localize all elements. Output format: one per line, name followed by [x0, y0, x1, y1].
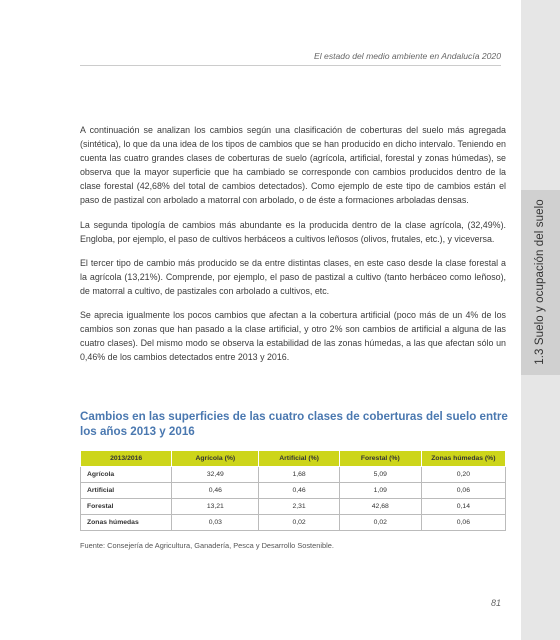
table-cell: 0,20 — [421, 467, 505, 483]
table-title: Cambios en las superficies de las cuatro clases de coberturas del suelo entre los años 2013 y 2016 — [80, 410, 508, 438]
table-cell: 1,09 — [339, 483, 421, 499]
table-cell: 0,03 — [172, 515, 259, 531]
table-row — [81, 499, 506, 515]
section-tab-label: 1.3 Suelo y ocupación del suelo — [534, 199, 546, 365]
table-row — [81, 515, 506, 531]
row-header: Artificial — [81, 483, 172, 499]
table-header-row — [81, 451, 506, 467]
page-number: 81 — [490, 598, 501, 608]
table-cell: 0,02 — [339, 515, 421, 531]
running-header: El estado del medio ambiente en Andalucía 2020 — [314, 51, 501, 61]
column-header: Agrícola (%) — [172, 451, 259, 467]
paragraph: Se aprecia igualmente los pocos cambios que afectan a la cobertura artificial (poco más de un 4% de los cambios son zonas que han pasado a la clase artificial, y otro 2% son cambios de artificial a alguna de las cuatro clases). Del mismo modo se observa la estabilidad de las zonas húmedas, a las que afectan sólo un 0,46% de los cambios detectados entre 2013 y 2016. — [80, 310, 506, 363]
row-header: Forestal — [81, 499, 172, 515]
paragraph: El tercer tipo de cambio más producido se da entre distintas clases, en este caso desde la clase forestal a la agrícola (13,21%). Comprende, por ejemplo, el paso de pastizal a cultivo (tanto herbáceo como leñoso), de matorral a cultivo, de pastizales con arbolado a cultivos, etc. — [80, 257, 506, 296]
table-cell: 32,49 — [172, 467, 259, 483]
body-text — [80, 123, 506, 374]
table-cell: 2,31 — [259, 499, 339, 515]
table-cell: 0,06 — [421, 483, 505, 499]
row-header: Zonas húmedas — [81, 515, 172, 531]
column-header: Artificial (%) — [259, 451, 339, 467]
table-cell: 0,02 — [259, 515, 339, 531]
table-cell: 0,14 — [421, 499, 505, 515]
table-cell: 5,09 — [339, 467, 421, 483]
paragraph: La segunda tipología de cambios más abundante es la producida dentro de la clase agrícola, (32,49%). Engloba, por ejemplo, el paso de cultivos herbáceos a cultivos leñosos (olivos, frutales, etc.), y viceversa. — [80, 219, 506, 244]
source-note: Fuente: Consejería de Agricultura, Ganadería, Pesca y Desarrollo Sostenible. — [80, 541, 334, 550]
column-header: Forestal (%) — [339, 451, 421, 467]
table-row — [81, 483, 506, 499]
column-header: Zonas húmedas (%) — [421, 451, 505, 467]
changes-table — [80, 450, 506, 531]
table-cell: 13,21 — [172, 499, 259, 515]
table-cell: 1,68 — [259, 467, 339, 483]
table-row — [81, 467, 506, 483]
table-cell: 0,46 — [259, 483, 339, 499]
column-header: 2013/2016 — [81, 451, 172, 467]
table-cell: 42,68 — [339, 499, 421, 515]
row-header: Agrícola — [81, 467, 172, 483]
header-rule — [80, 65, 501, 66]
table-cell: 0,06 — [421, 515, 505, 531]
table-cell: 0,46 — [172, 483, 259, 499]
paragraph: A continuación se analizan los cambios según una clasificación de coberturas del suelo más agregada (sintética), lo que da una idea de los tipos de cambios que se han producido en dicho intervalo. Teniendo en cuenta las cuatro grandes clases de coberturas de suelo (agrícola, artificial, forestal y zonas húmedas), se observa que la mayor superficie que ha cambiado se corresponde con cambios producidos dentro de la clase forestal (42,68% del total de cambios detectados). Como ejemplo de este tipo de cambios están el paso de pastizal con arbolado a matorral con arbolado, o de éste a formaciones arboladas densas. — [80, 125, 506, 206]
